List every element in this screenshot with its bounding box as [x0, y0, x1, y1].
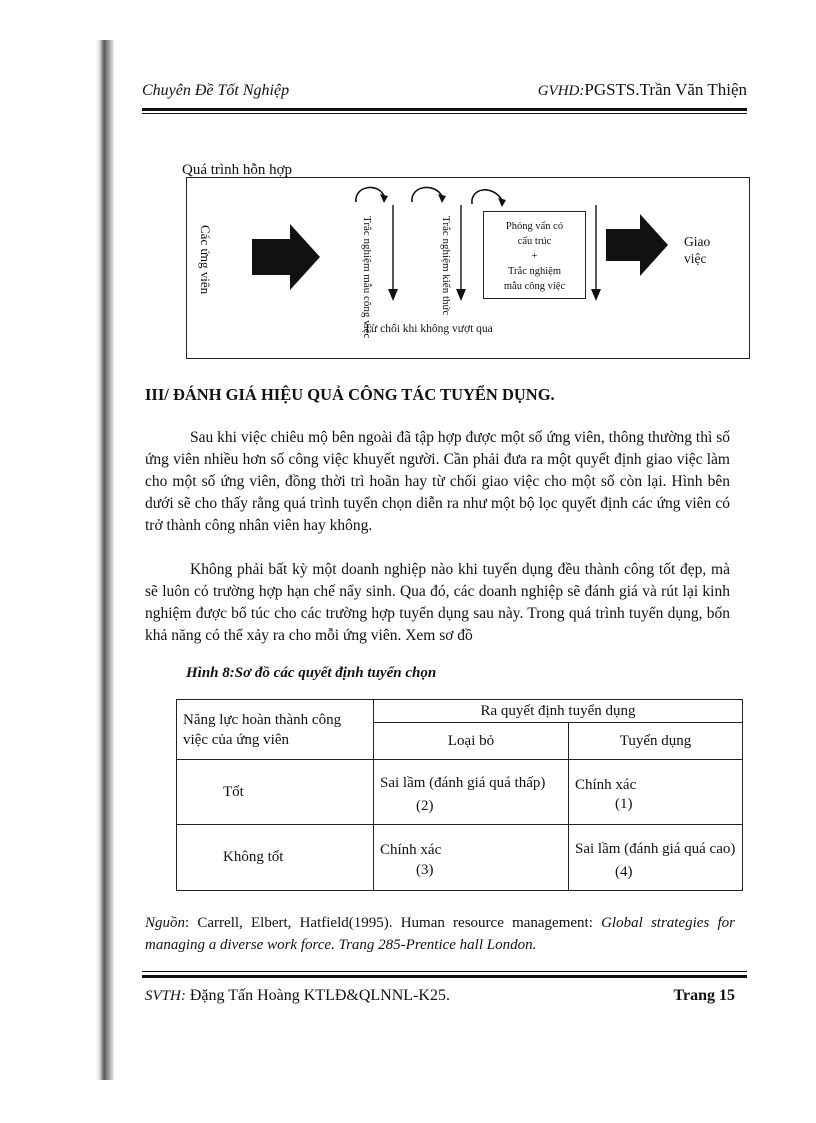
output-line-1: Giao — [684, 234, 711, 249]
footer-rule-thin — [142, 971, 747, 972]
header-rule-thick — [142, 108, 747, 111]
cell-text: Sai lầm (đánh giá quá thấp) — [380, 775, 546, 791]
scan-edge-shadow — [96, 40, 114, 1080]
big-arrow-right-icon — [606, 214, 668, 276]
footer-prefix: SVTH: — [145, 988, 186, 1004]
table-decision-header: Ra quyết định tuyển dụng — [374, 700, 743, 723]
table-col-hire: Tuyển dụng — [569, 723, 743, 760]
reject-down-arrow-icon — [387, 205, 399, 301]
page-number: Trang 15 — [673, 987, 735, 1004]
footer-author-name: Đặng Tấn Hoàng KTLĐ&QLNNL-K25. — [189, 987, 450, 1004]
header-advisor — [538, 80, 747, 100]
box-line-3: Trắc nghiệm — [508, 266, 561, 277]
header-rule-thin — [142, 113, 747, 114]
header-advisor-prefix: GVHD: — [537, 83, 585, 99]
cell-text: Chính xác — [575, 777, 637, 793]
box-line-1: Phỏng vấn có — [505, 221, 564, 232]
cell-number: (4) — [615, 863, 633, 880]
table-cell — [569, 825, 743, 891]
table-row-label: Không tốt — [177, 825, 374, 891]
cell-text: Sai lầm (đánh giá quá cao) — [575, 840, 736, 857]
table-row-label: Tốt — [177, 760, 374, 825]
header-advisor-name: PGSTS.Trần Văn Thiện — [584, 80, 747, 99]
table-cell — [374, 760, 569, 825]
section-heading: III/ ĐÁNH GIÁ HIỆU QUẢ CÔNG TÁC TUYỂN DỤNG. — [145, 385, 555, 404]
diagram-title: Quá trình hỗn hợp — [182, 162, 293, 178]
output-line-2: việc — [684, 251, 707, 266]
source-italic: Global strategies for managing a diverse work force. Trang 285-Prentice hall London. — [145, 915, 735, 953]
page-header — [142, 80, 747, 106]
reject-note: Từ chối khi không vượt qua — [364, 323, 493, 335]
step-knowledge-test: Trắc nghiệm kiến thức — [440, 216, 452, 316]
cell-number: (3) — [416, 861, 434, 878]
footer-rule-thick — [142, 975, 747, 978]
footer-author — [145, 987, 450, 1004]
paragraph-2-text: Không phải bất kỳ một doanh nghiệp nào khi tuyển dụng đều thành công tốt đẹp, mà sẽ luôn có trường hợp hạn chế nẩy sinh. Qua đó, các doanh nghiệp sẽ đánh giá và rút lại kinh nghiệm được bổ túc cho các trường hợp tuyển dụng sau này. Trong quá trình tuyển dụng, bốn khả năng có thể xảy ra cho mỗi ứng viên. Xem sơ đồ — [145, 561, 730, 644]
source-label: Nguồn — [145, 915, 186, 931]
paragraph-2 — [145, 559, 730, 647]
diagram-candidates-label: Các ứng viên — [198, 225, 213, 295]
cell-number: (1) — [615, 796, 633, 812]
source-plain: : Carrell, Elbert, Hatfield(1995). Human resource management: — [185, 915, 602, 931]
table-cell — [569, 760, 743, 825]
step-work-sample-test: Trắc nghiệm mẫu công việc — [361, 216, 373, 339]
box-line-4: mẫu công việc — [503, 281, 566, 292]
table-col-reject: Loại bỏ — [374, 723, 569, 760]
reject-down-arrow-icon — [455, 205, 467, 301]
table-row-header: Năng lực hoàn thành công việc của ứng viên — [177, 700, 374, 760]
table-cell — [374, 825, 569, 891]
box-plus: + — [531, 251, 538, 262]
page-footer — [145, 987, 745, 1005]
source-citation — [145, 912, 735, 956]
paragraph-1 — [145, 427, 730, 537]
decision-table — [176, 699, 743, 891]
paragraph-1-text: Sau khi việc chiêu mộ bên ngoài đã tập hợp được một số ứng viên, thông thường thì số ứng viên nhiều hơn số công việc khuyết người. Cần phải đưa ra một quyết định giao việc làm cho một số ứng viên, đồng thời trì hoãn hay từ chối giao việc cho một số còn lại. Hình bên dưới sẽ cho thấy rằng quá trình tuyển chọn diễn ra như một bộ lọc quyết định các ứng viên có trở thành công nhân viên hay không. — [145, 429, 730, 534]
header-course-title: Chuyên Đề Tốt Nghiệp — [142, 82, 290, 99]
reject-down-arrow-icon — [590, 205, 602, 301]
box-line-2: cấu trúc — [517, 236, 552, 247]
big-arrow-right-icon — [252, 224, 320, 290]
cell-text: Chính xác — [380, 841, 442, 858]
structured-interview-box — [483, 211, 586, 299]
figure-caption: Hình 8:Sơ đồ các quyết định tuyển chọn — [186, 665, 437, 681]
cell-number: (2) — [416, 798, 434, 814]
job-assignment-label — [684, 233, 710, 267]
